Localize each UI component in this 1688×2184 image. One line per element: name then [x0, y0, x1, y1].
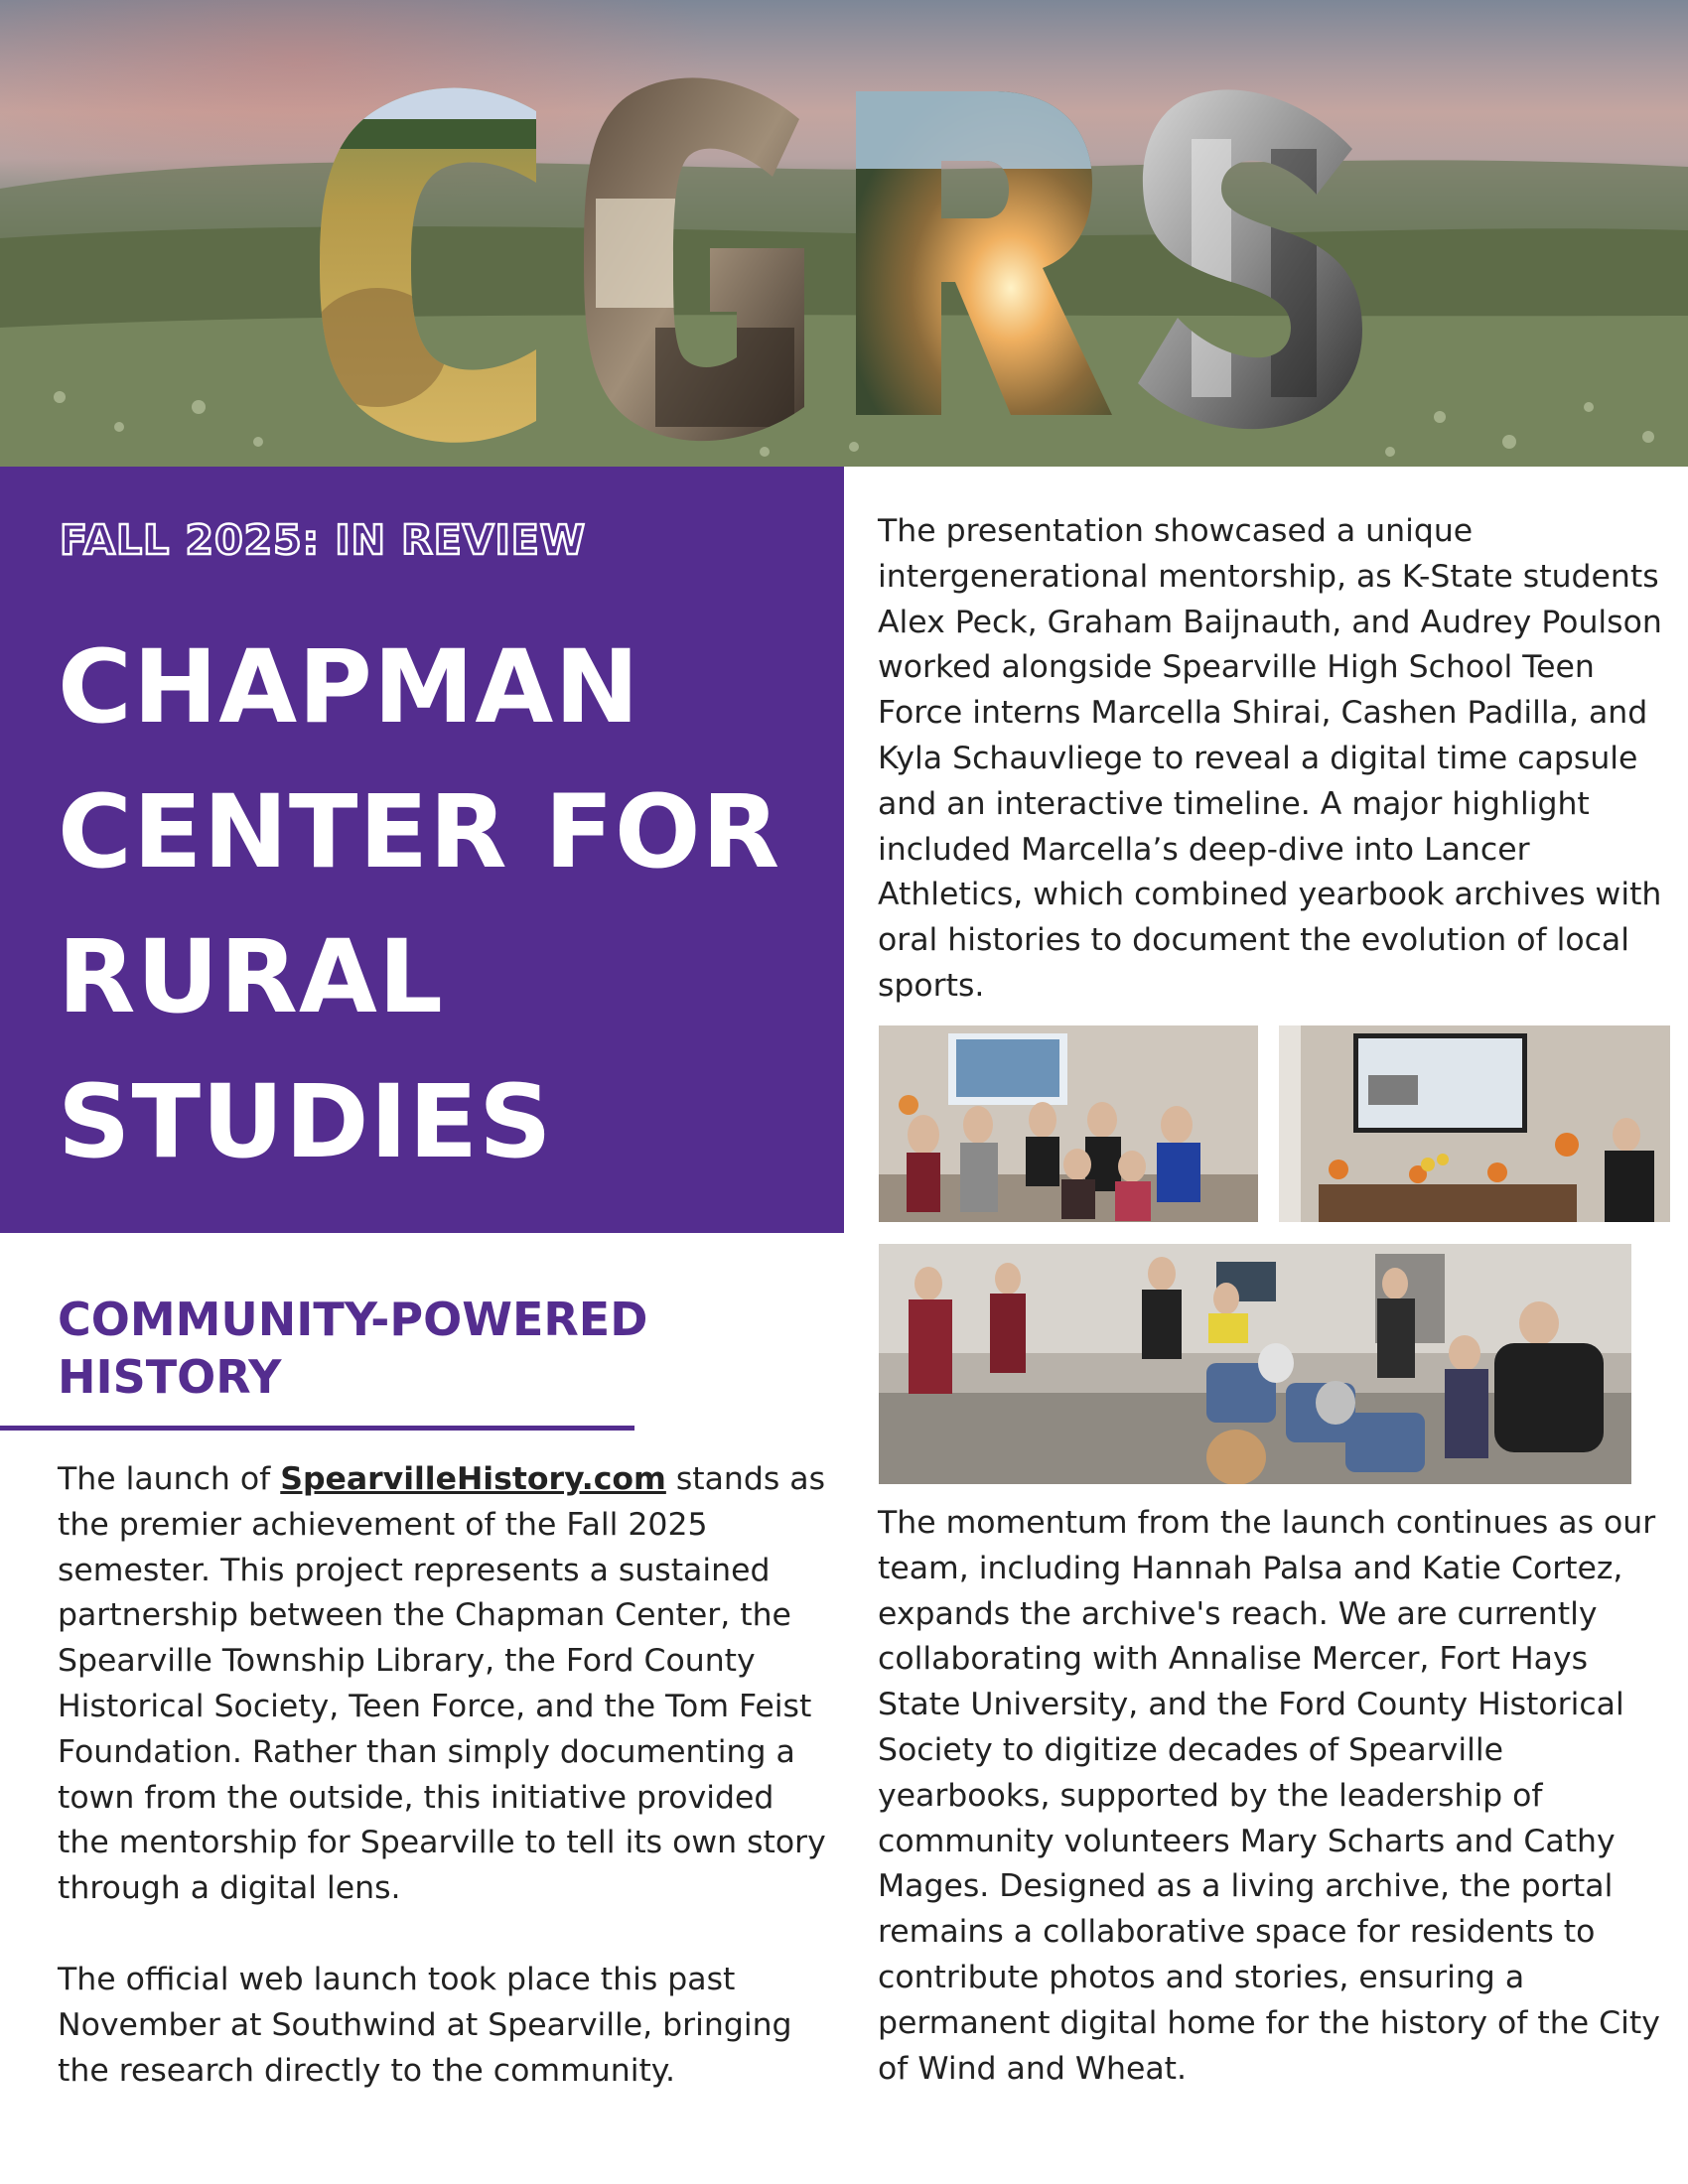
launch-paragraph-body: stands as the premier achievement of the Fall 2025 semester. This project represents a sustained partnership between the Chapman Center, the Spearville Township Library, the Ford County Historical Society, Teen Force, and the Tom Feist Foundation. Rather than simply documenting a town from the outside, this initiative provided the mentorship for Spearville to tell its own story through a digital lens. — [58, 1461, 826, 1907]
web-launch-paragraph: The official web launch took place this past November at Southwind at Spearville, bringing the research directly to the community. — [58, 1962, 792, 2089]
group-photo-students — [879, 1025, 1258, 1222]
header-banner — [0, 0, 1688, 467]
launch-paragraph — [58, 1457, 832, 1912]
presentation-screen-photo — [1279, 1025, 1670, 1222]
section-heading: COMMUNITY-POWERED HISTORY — [58, 1293, 648, 1404]
spearville-history-link[interactable]: SpearvilleHistory.com — [280, 1461, 666, 1497]
community-audience-photo — [879, 1244, 1631, 1484]
prairie-landscape-image — [0, 0, 1688, 467]
issue-kicker: FALL 2025: IN REVIEW — [60, 516, 586, 564]
momentum-paragraph: The momentum from the launch continues as our team, including Hannah Palsa and Katie Cortez, expands the archive's reach. We are currently collaborating with Annalise Mercer, Fort Hays State University, and the Ford County Historical Society to digitize decades of Spearville yearbooks, supported by the leadership of community volunteers Mary Scharts and Cathy Mages. Designed as a living archive, the portal remains a collaborative space for residents to contribute photos and stories, ensuring a permanent digital home for the history of the City of Wind and Wheat. — [878, 1505, 1660, 2087]
presentation-paragraph: The presentation showcased a unique intergenerational mentorship, as K-State students Alex Peck, Graham Baijnauth, and Audrey Poulson worked alongside Spearville High School Teen Force interns Marcella Shirai, Cashen Padilla, and Kyla Schauvliege to reveal a digital time capsule and an interactive timeline. A major highlight included Marcella’s deep-dive into Lancer Athletics, which combined yearbook archives with oral histories to document the evolution of local sports. — [878, 513, 1662, 1004]
section-divider — [0, 1426, 634, 1431]
newsletter-title: CHAPMAN CENTER FOR RURAL STUDIES — [58, 628, 781, 1181]
launch-paragraph-prefix: The launch of — [58, 1461, 281, 1497]
